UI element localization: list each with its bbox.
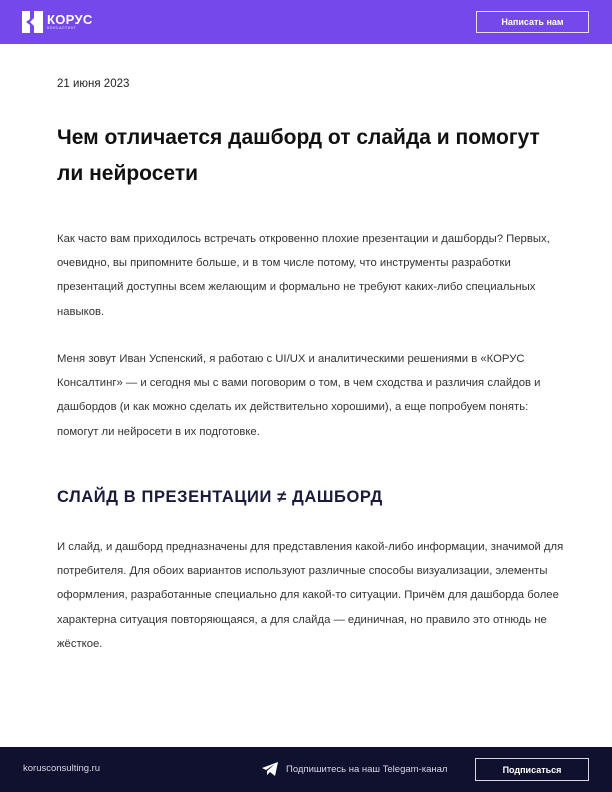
article-paragraph-1: Как часто вам приходилось встречать откровенно плохие презентации и дашборды? Первых, очевидно, вы припомните больше, и в том числе потому, что инструменты разработки презентаций доступны всем желающим и формально не требуют каких-либо специальных навыков. [57,233,550,318]
section-heading: СЛАЙД В ПРЕЗЕНТАЦИИ ≠ ДАШБОРД [57,488,383,506]
telegram-icon [262,762,278,776]
telegram-label: Подпишитесь на наш Telegam-канал [286,763,448,775]
write-to-us-button[interactable]: Написать нам [476,11,589,33]
top-header [0,0,612,44]
page-title: Чем отличается дашборд от слайда и помогут ли нейросети [57,126,540,185]
article-paragraph-2: Меня зовут Иван Успенский, я работаю с UI/UX и аналитическими решениями в «КОРУС Консалтинг» — и сегодня мы с вами поговорим о том, в чем сходства и различия слайдов и дашбордов (и как можно сделать их действительно хорошими), а еще попробуем понять: помогут ли нейросети в их подготовке. [57,353,541,438]
telegram-link[interactable] [262,762,447,776]
site-link[interactable]: korusconsulting.ru [23,763,101,774]
logo-name: КОРУС [47,12,93,27]
korus-logo-icon [22,11,43,33]
subscribe-button[interactable]: Подписаться [475,758,589,781]
logo-subtitle: КОНСАЛТИНГ [47,26,77,30]
article-paragraph-3: И слайд, и дашборд предназначены для представления какой-либо информации, значимой для потребителя. Для обоих вариантов используют различные способы визуализации, элементы оформления, разработанные специально для какой-то ситуации. Причём для дашборда более характерна ситуация повторяющаяся, а для слайда — единичная, но правило это отнюдь не жёсткое. [57,541,564,650]
korus-logo[interactable] [22,11,93,33]
article-date: 21 июня 2023 [57,78,130,90]
footer-bar [0,747,612,792]
